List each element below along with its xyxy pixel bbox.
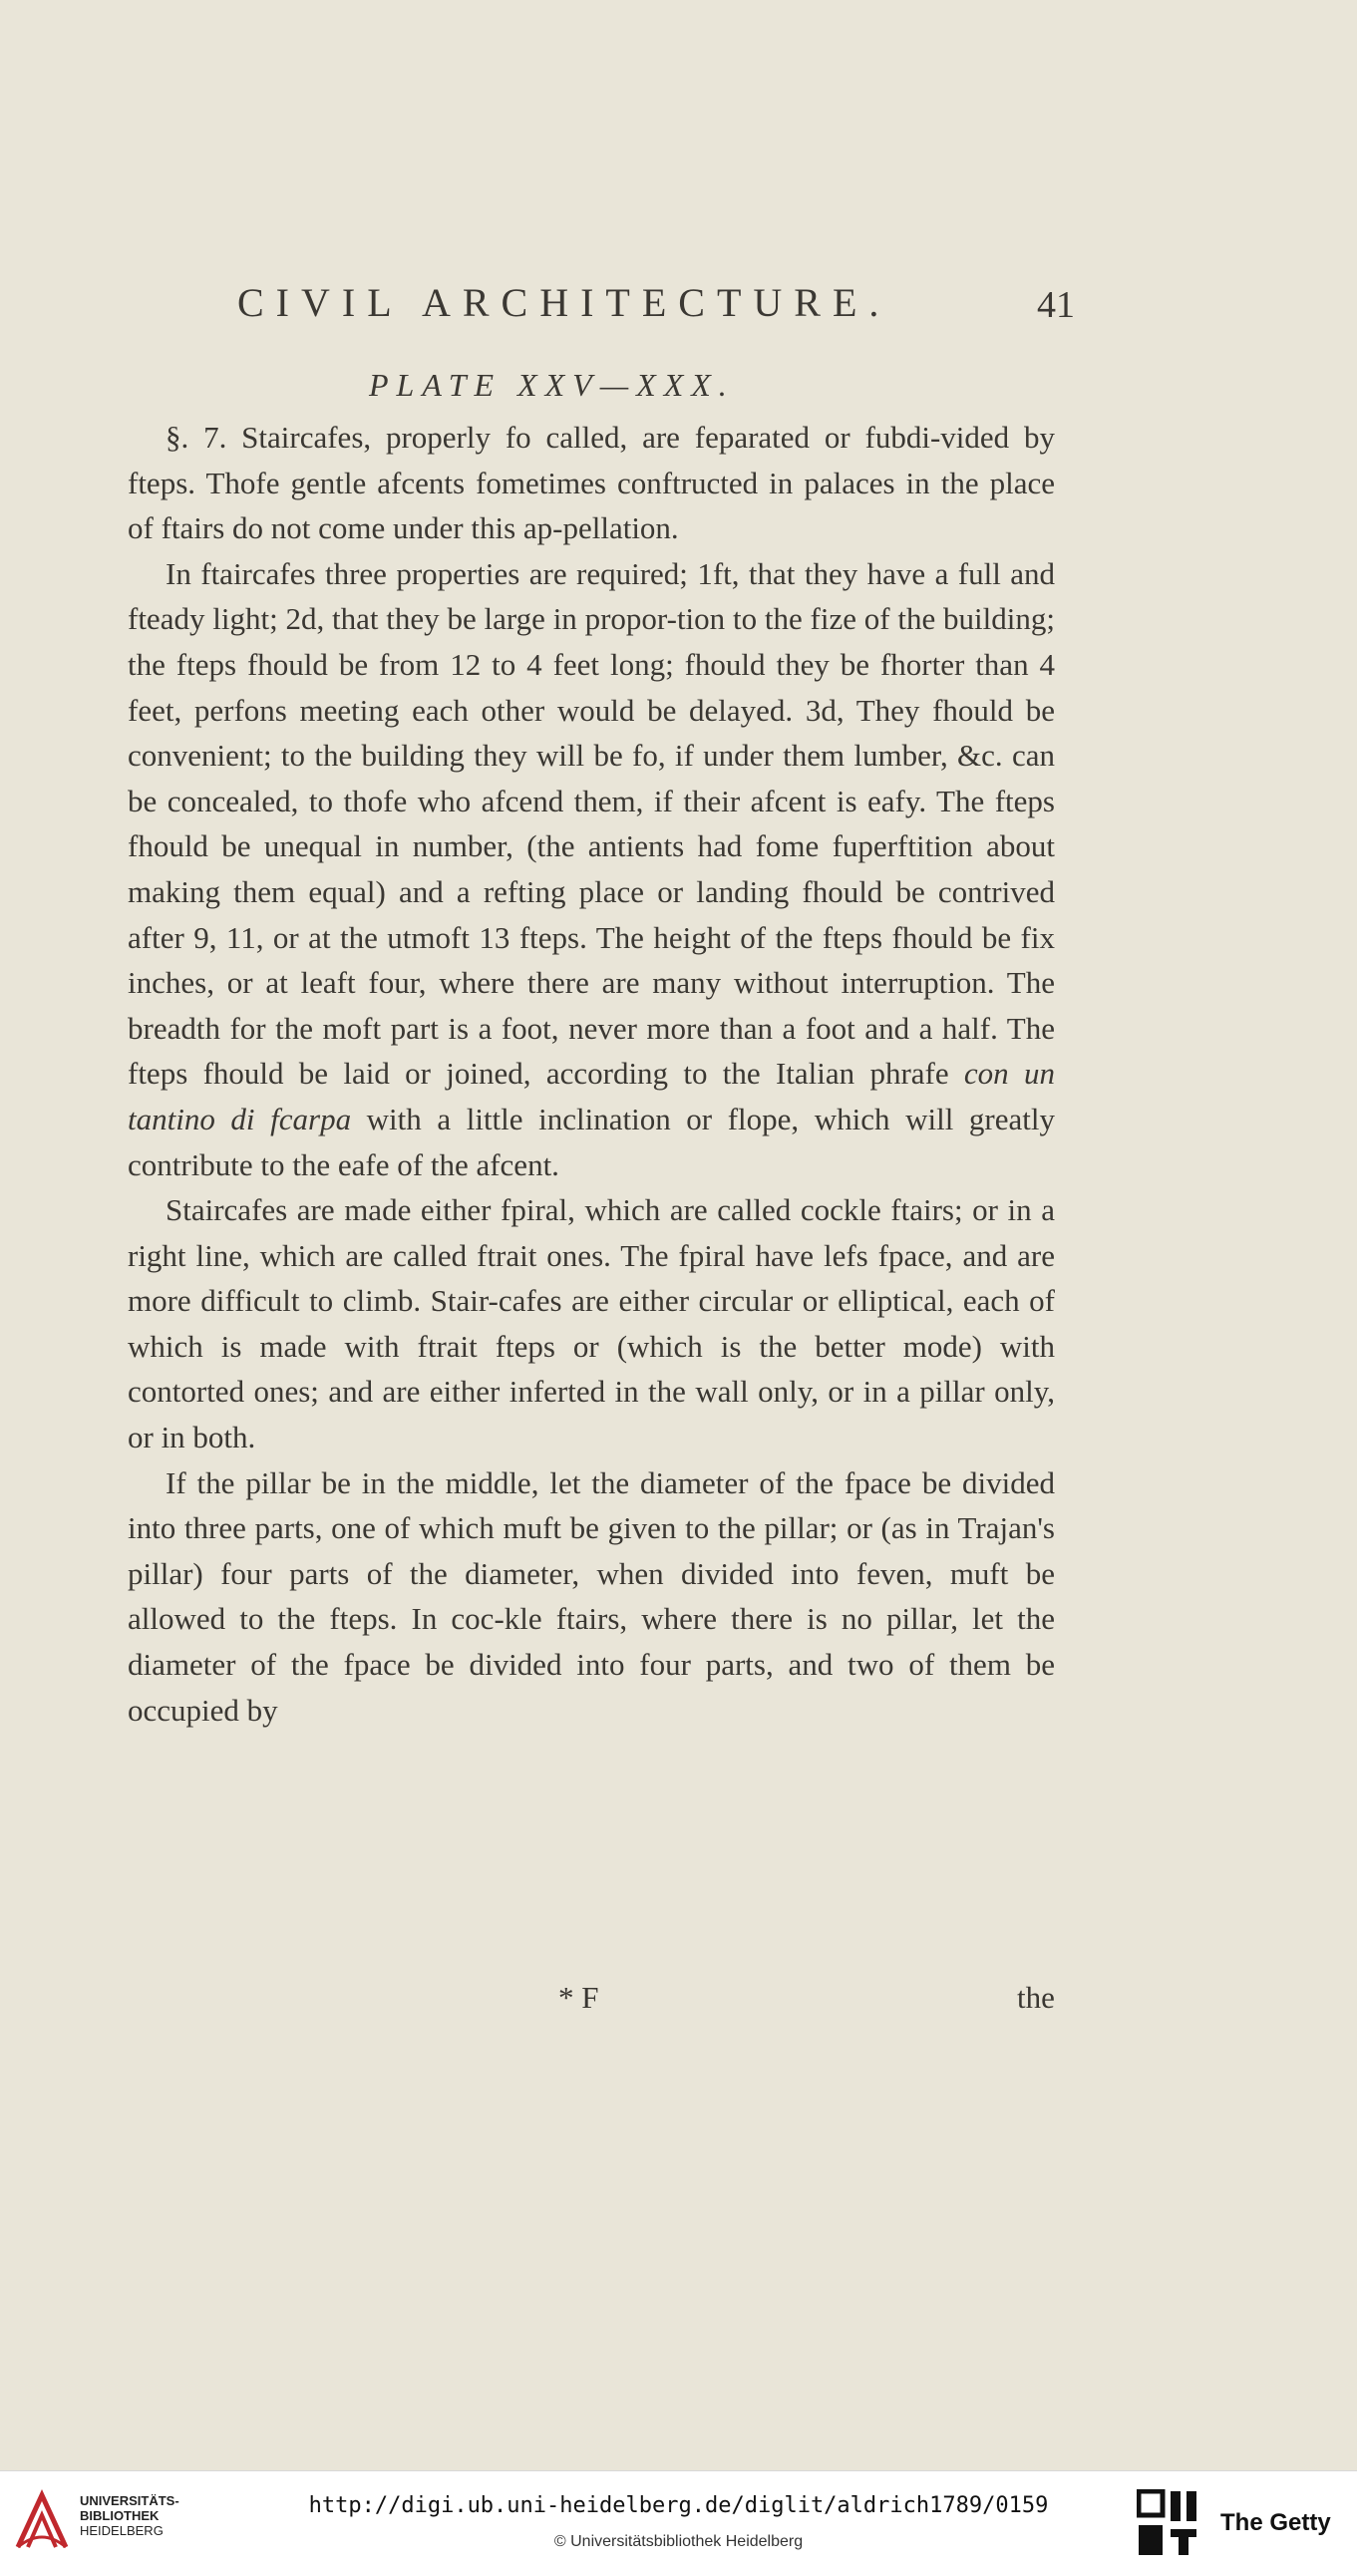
paragraph-2: [128, 551, 1055, 1187]
library-name-line-1: UNIVERSITÄTS-: [80, 2493, 179, 2508]
catchword: the: [1017, 1980, 1055, 2015]
page-number: 41: [1037, 284, 1075, 326]
paragraph-3: [128, 1187, 1055, 1460]
italian-phrase: con un tantino di fcarpa: [128, 1056, 1055, 1136]
copyright-notice: © Universitätsbibliothek Heidelberg: [553, 2533, 804, 2550]
paragraph-text: If the pillar be in the middle, let the diameter of the fpace be divided into three parts, one of which muft be given to the pillar; or (as in Trajan's pillar) four parts of the diameter, when divided into feven, muft be allowed to the fteps. In coc-kle ftairs, where there is no pillar, let the diameter of the fpace be divided into four parts, and two of them be occupied by: [128, 1464, 1055, 1728]
viewer-footer: [0, 2470, 1357, 2576]
plate-heading: PLATE XXV—XXX.: [369, 367, 735, 403]
signature-mark: * F: [558, 1980, 599, 2015]
running-title: CIVIL ARCHITECTURE.: [237, 280, 891, 325]
paragraph-1: [128, 415, 1055, 551]
library-city: HEIDELBERG: [80, 2523, 164, 2538]
paragraph-text: §. 7. Staircafes, properly fo called, are feparated or fubdi-vided by fteps. Thofe gentle afcents fometimes conftructed in palaces in the place of ftairs do not come under this ap-pellation.: [128, 420, 1055, 546]
body-text: [128, 415, 1055, 1733]
paragraph-text: with a little inclination or flope, which will greatly contribute to the eafe of the afcent.: [128, 1101, 1055, 1182]
paragraph-4: [128, 1460, 1055, 1734]
page-header: [237, 279, 1075, 339]
partner-name[interactable]: The Getty: [1220, 2509, 1331, 2536]
library-name-line-2: BIBLIOTHEK: [80, 2508, 160, 2523]
permalink-url[interactable]: http://digi.ub.uni-heidelberg.de/diglit/aldrich1789/0159: [308, 2493, 1049, 2518]
paragraph-text: In ftaircafes three properties are required; 1ft, that they have a full and fteady light; 2d, that they be large in propor-tion to the fize of the building; the fteps fhould be from 12 to 4 feet long; fhould they be fhorter than 4 feet, perfons meeting each other would be delayed. 3d, They fhould be convenient; to the building they will be fo, if under them lumber, &c. can be concealed, to thofe who afcend them, if their afcent is eafy. The fteps fhould be unequal in number, (the antients had fome fuperftition about making them equal) and a refting place or landing fhould be contrived after 9, 11, or at the utmoft 13 fteps. The height of the fteps fhould be fix inches, or at leaft four, where there are many without interruption. The breadth for the moft part is a foot, never more than a foot and a half. The fteps fhould be laid or joined, according to the Italian phrafe: [128, 555, 1055, 1092]
paragraph-text: Staircafes are made either fpiral, which are called cockle ftairs; or in a right line, which are called ftrait ones. The fpiral have lefs fpace, and are more difficult to climb. Stair-cafes are either circular or elliptical, each of which is made with ftrait fteps or (which is the better mode) with contorted ones; and are either inferted in the wall only, or in a pillar only, or in both.: [128, 1192, 1055, 1455]
getty-logo-icon[interactable]: [1137, 2489, 1198, 2559]
